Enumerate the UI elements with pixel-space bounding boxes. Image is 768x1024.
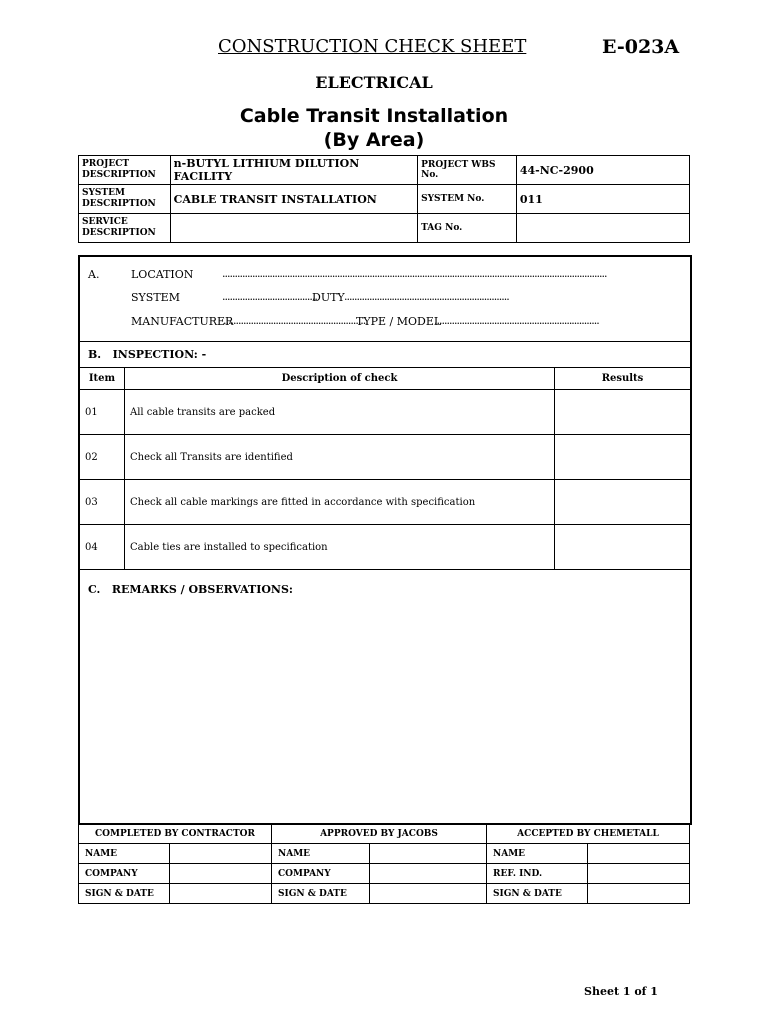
project-wbs-label: PROJECT WBS No. <box>418 156 517 185</box>
item-result-cell[interactable] <box>555 435 691 480</box>
table-row <box>80 390 690 435</box>
contractor-name-field[interactable] <box>170 844 272 864</box>
company-label: COMPANY <box>79 864 170 884</box>
company-label: COMPANY <box>272 864 370 884</box>
system-description-label: SYSTEM DESCRIPTION <box>79 185 171 214</box>
section-a <box>80 257 690 342</box>
section-a-letter: A. <box>88 268 100 281</box>
item-number: 01 <box>80 390 125 435</box>
contractor-company-field[interactable] <box>170 864 272 884</box>
tag-no-label: TAG No. <box>418 214 517 243</box>
item-result-cell[interactable] <box>555 480 691 525</box>
service-description-value[interactable] <box>170 214 417 243</box>
jacobs-company-field[interactable] <box>369 864 486 884</box>
project-wbs-value: 44-NC-2900 <box>516 156 689 185</box>
system-no-value: 011 <box>516 185 689 214</box>
chemetall-name-field[interactable] <box>588 844 690 864</box>
col-item-header: Item <box>80 368 125 390</box>
item-number: 04 <box>80 525 125 570</box>
item-result-cell[interactable] <box>555 525 691 570</box>
jacobs-name-field[interactable] <box>369 844 486 864</box>
type-model-field[interactable]: .................................................................. <box>434 314 599 327</box>
item-description: Cable ties are installed to specification <box>125 525 555 570</box>
system-no-label: SYSTEM No. <box>418 185 517 214</box>
item-result-cell[interactable] <box>555 390 691 435</box>
sign-date-label: SIGN & DATE <box>272 884 370 904</box>
remarks-area[interactable] <box>80 602 690 822</box>
sheet-number: Sheet 1 of 1 <box>584 985 658 998</box>
contractor-sign-date-field[interactable] <box>170 884 272 904</box>
name-label: NAME <box>79 844 170 864</box>
item-description: Check all Transits are identified <box>125 435 555 480</box>
accepted-by-chemetall-header: ACCEPTED BY CHEMETALL <box>487 824 690 844</box>
project-description-value: n-BUTYL LITHIUM DILUTION FACILITY <box>170 156 417 185</box>
type-model-label: TYPE / MODEL <box>356 315 442 328</box>
col-results-header: Results <box>555 368 691 390</box>
tag-no-value[interactable] <box>516 214 689 243</box>
jacobs-sign-date-field[interactable] <box>369 884 486 904</box>
section-b-title: B. INSPECTION: - <box>88 348 207 361</box>
sign-date-label: SIGN & DATE <box>79 884 170 904</box>
document-subtitle: (By Area) <box>323 129 425 151</box>
table-row <box>80 480 690 525</box>
system-description-value: CABLE TRANSIT INSTALLATION <box>170 185 417 214</box>
document-title: Cable Transit Installation <box>239 105 509 127</box>
sign-date-label: SIGN & DATE <box>487 884 588 904</box>
duty-field[interactable]: .................................................................. <box>344 290 509 303</box>
remarks-heading: C. REMARKS / OBSERVATIONS: <box>88 583 293 596</box>
duty-label: DUTY <box>312 291 345 304</box>
checklist-box <box>78 255 692 825</box>
chemetall-sign-date-field[interactable] <box>588 884 690 904</box>
project-info-table <box>78 155 690 243</box>
signoff-table <box>78 823 690 904</box>
manufacturer-field[interactable]: .......................................................... <box>223 314 368 327</box>
service-description-label: SERVICE DESCRIPTION <box>79 214 171 243</box>
sheet-code: E-023A <box>602 36 680 58</box>
completed-by-contractor-header: COMPLETED BY CONTRACTOR <box>79 824 272 844</box>
section-b-heading <box>80 341 690 368</box>
item-description: Check all cable markings are fitted in accordance with specification <box>125 480 555 525</box>
chemetall-ref-ind-field[interactable] <box>588 864 690 884</box>
table-row <box>80 525 690 570</box>
inspection-table <box>80 367 690 570</box>
item-description: All cable transits are packed <box>125 390 555 435</box>
discipline-heading: ELECTRICAL <box>315 73 433 92</box>
item-number: 03 <box>80 480 125 525</box>
sheet-title: CONSTRUCTION CHECK SHEET <box>218 36 527 57</box>
item-number: 02 <box>80 435 125 480</box>
name-label: NAME <box>487 844 588 864</box>
col-description-header: Description of check <box>125 368 555 390</box>
project-description-label: PROJECT DESCRIPTION <box>79 156 171 185</box>
approved-by-jacobs-header: APPROVED BY JACOBS <box>272 824 487 844</box>
location-label: LOCATION <box>131 268 194 281</box>
system-field[interactable]: ...................................... <box>222 290 317 303</box>
ref-ind-label: REF. IND. <box>487 864 588 884</box>
table-row <box>80 435 690 480</box>
location-field[interactable]: .......................................................................................................................................................... <box>222 267 607 280</box>
name-label: NAME <box>272 844 370 864</box>
manufacturer-label: MANUFACTURER <box>131 315 234 328</box>
system-label: SYSTEM <box>131 291 180 304</box>
